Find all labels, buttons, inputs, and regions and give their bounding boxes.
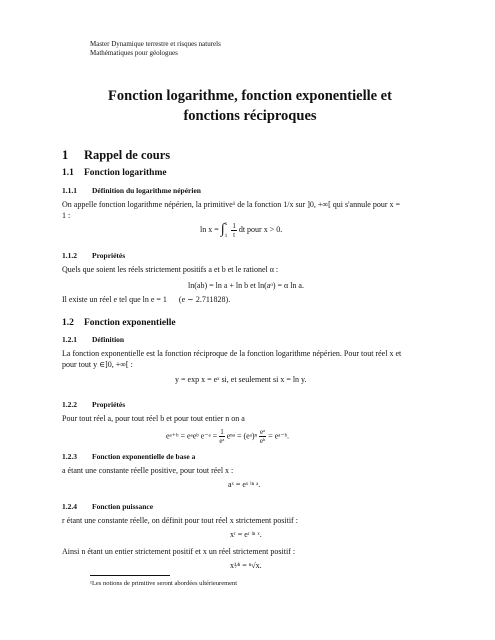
subsubsection-heading <box>62 400 125 409</box>
fraction <box>219 428 225 445</box>
subsubsection-number: 1.2.1 <box>62 335 77 344</box>
fraction-numerator: 1 <box>232 221 236 230</box>
equation-exp-properties <box>166 428 289 445</box>
equation-part-a: eᵃ⁺ᵇ = eᵃeᵇ e⁻ᵃ = <box>166 431 218 441</box>
equation-part-b: eⁿᵃ = (eᵃ)ⁿ <box>226 431 258 441</box>
subsubsection-number: 1.2.3 <box>62 452 77 461</box>
paragraph: r étant une constante réelle, on définit pour tout réel x strictement positif : <box>62 516 298 525</box>
subsection-title: Fonction exponentielle <box>84 318 176 328</box>
subsubsection-number: 1.1.2 <box>62 251 77 260</box>
footnote-rule <box>90 575 170 576</box>
subsubsection-heading <box>62 452 195 461</box>
subsubsection-heading <box>62 502 153 511</box>
equation-ln-properties: ln(ab) = ln a + ln b et ln(aᵅ) = α ln a. <box>188 281 304 290</box>
equation-exp-base-a: aˣ = eˣ ˡⁿ ᵃ. <box>228 480 261 489</box>
subsection-heading <box>62 168 167 178</box>
document-title <box>70 86 430 126</box>
running-header-line1: Master Dynamique terrestre et risques naturels <box>90 40 221 48</box>
equation-part-c: = eᵃ⁻ᵇ. <box>268 431 290 441</box>
equation-ln-integral <box>200 218 282 242</box>
section-title: Rappel de cours <box>84 148 171 162</box>
subsection-heading <box>62 318 176 328</box>
integral-upper-bound: x <box>224 221 228 227</box>
subsubsection-title: Fonction puissance <box>92 502 154 511</box>
paragraph: La fonction exponentielle est la fonction réciproque de la fonction logarithme népérien. Pour tout réel x et pour tout y ∈]0, +∞[ : <box>62 349 402 369</box>
equation-power-function: xʳ = eʳ ˡⁿ ˣ. <box>230 530 262 539</box>
subsubsection-number: 1.2.2 <box>62 400 77 409</box>
equation-rhs: dt pour x > 0. <box>238 224 283 234</box>
equation-lhs: ln x = <box>200 224 219 234</box>
subsection-number: 1.2 <box>62 318 74 328</box>
fraction-denominator: eᵇ <box>259 437 266 445</box>
subsubsection-heading <box>62 186 201 195</box>
paragraph: a étant une constante réelle positive, pour tout réel x : <box>62 466 234 475</box>
equation-exp-definition: y = exp x = eˣ si, et seulement si x = ln y. <box>175 375 307 384</box>
subsubsection-number: 1.1.1 <box>62 186 77 195</box>
subsection-title: Fonction logarithme <box>84 168 167 178</box>
integral-sign: ∫ <box>220 222 225 237</box>
section-number: 1 <box>62 148 69 162</box>
paragraph: Quels que soient les réels strictement positifs a et b et le rationel α : <box>62 265 279 274</box>
subsubsection-title: Définition <box>92 335 125 344</box>
subsubsection-number: 1.2.4 <box>62 502 77 511</box>
title-line-2: fonctions réciproques <box>183 108 317 124</box>
subsubsection-title: Fonction exponentielle de base a <box>92 452 196 461</box>
fraction-numerator: eᵃ <box>260 428 266 436</box>
text-e-approx: (e ∼ 2.711828). <box>178 295 231 304</box>
running-header-line2: Mathématiques pour géologues <box>90 49 178 57</box>
subsection-number: 1.1 <box>62 168 74 178</box>
text-existence-e: Il existe un réel e tel que ln e = 1 <box>62 295 167 304</box>
subsubsection-title: Propriétés <box>92 251 126 260</box>
fraction-numerator: 1 <box>220 428 224 436</box>
subsubsection-heading <box>62 335 124 344</box>
section-heading <box>62 148 170 163</box>
fraction-denominator: t <box>233 230 236 239</box>
fraction-denominator: eᵃ <box>219 437 225 445</box>
subsubsection-title: Propriétés <box>92 400 126 409</box>
paragraph: On appelle fonction logarithme népérien, la primitive¹ de la fonction 1/x sur ]0, +∞[ qui s'annule pour x = 1 : <box>62 200 401 220</box>
title-line-1: Fonction logarithme, fonction exponentielle et <box>108 88 392 104</box>
paragraph <box>62 294 392 305</box>
fraction <box>231 222 237 239</box>
paragraph: Ainsi n étant un entier strictement positif et x un réel strictement positif : <box>62 547 296 556</box>
paragraph: Pour tout réel a, pour tout réel b et pour tout entier n on a <box>62 414 245 423</box>
fraction <box>259 428 266 445</box>
equation-nth-root: x¹⁄ⁿ = ⁿ√x. <box>230 561 262 570</box>
subsubsection-title: Définition du logarithme népérien <box>92 186 201 195</box>
integral-lower-bound: 1 <box>224 233 228 239</box>
footnote: ¹Les notions de primitive seront abordées ultérieurement <box>90 580 238 587</box>
subsubsection-heading <box>62 251 125 260</box>
integral-bounds <box>225 218 228 242</box>
